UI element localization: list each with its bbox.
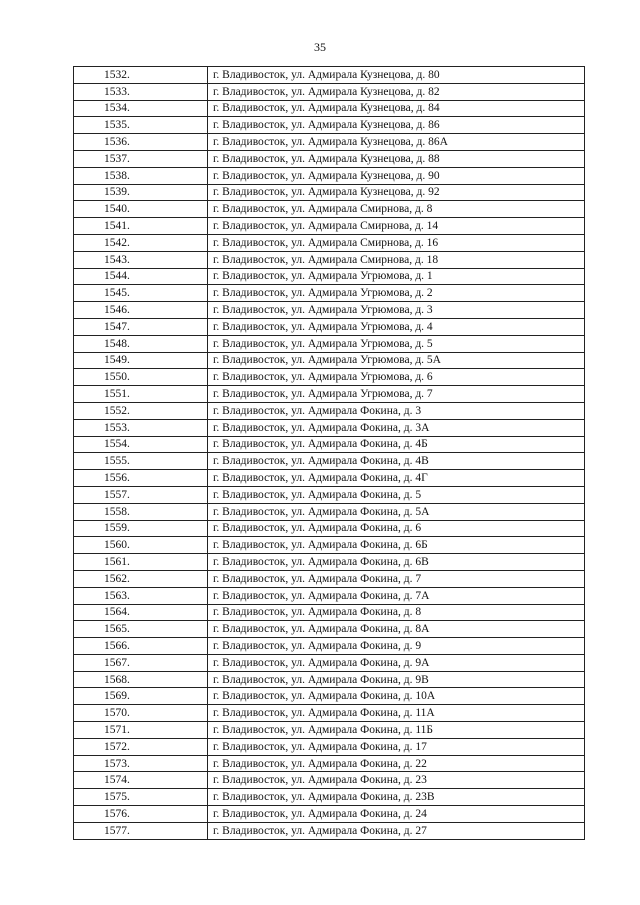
row-address: г. Владивосток, ул. Адмирала Фокина, д. 3 — [208, 402, 585, 419]
table-row — [74, 436, 585, 453]
table-row — [74, 621, 585, 638]
table-row — [74, 100, 585, 117]
row-address: г. Владивосток, ул. Адмирала Фокина, д. 17 — [208, 738, 585, 755]
row-number: 1565. — [74, 621, 208, 638]
table-row — [74, 167, 585, 184]
row-number: 1553. — [74, 419, 208, 436]
address-table-body — [74, 67, 585, 840]
row-address: г. Владивосток, ул. Адмирала Фокина, д. 8А — [208, 621, 585, 638]
row-address: г. Владивосток, ул. Адмирала Фокина, д. 9А — [208, 654, 585, 671]
row-address: г. Владивосток, ул. Адмирала Фокина, д. 27 — [208, 822, 585, 839]
table-row — [74, 705, 585, 722]
row-address: г. Владивосток, ул. Адмирала Кузнецова, д. 86А — [208, 134, 585, 151]
row-address: г. Владивосток, ул. Адмирала Фокина, д. 4В — [208, 453, 585, 470]
row-number: 1550. — [74, 369, 208, 386]
table-row — [74, 285, 585, 302]
table-row — [74, 486, 585, 503]
row-number: 1554. — [74, 436, 208, 453]
row-address: г. Владивосток, ул. Адмирала Фокина, д. 6В — [208, 554, 585, 571]
row-number: 1564. — [74, 604, 208, 621]
table-row — [74, 134, 585, 151]
table-row — [74, 537, 585, 554]
row-number: 1544. — [74, 268, 208, 285]
row-number: 1537. — [74, 150, 208, 167]
row-address: г. Владивосток, ул. Адмирала Фокина, д. 8 — [208, 604, 585, 621]
row-number: 1568. — [74, 671, 208, 688]
row-number: 1573. — [74, 755, 208, 772]
row-address: г. Владивосток, ул. Адмирала Угрюмова, д. 5А — [208, 352, 585, 369]
row-number: 1577. — [74, 822, 208, 839]
row-number: 1533. — [74, 83, 208, 100]
table-row — [74, 352, 585, 369]
row-number: 1575. — [74, 789, 208, 806]
table-row — [74, 369, 585, 386]
table-row — [74, 318, 585, 335]
row-number: 1543. — [74, 251, 208, 268]
row-number: 1571. — [74, 722, 208, 739]
row-address: г. Владивосток, ул. Адмирала Кузнецова, д. 90 — [208, 167, 585, 184]
table-row — [74, 638, 585, 655]
table-row — [74, 302, 585, 319]
table-row — [74, 587, 585, 604]
row-number: 1555. — [74, 453, 208, 470]
row-number: 1549. — [74, 352, 208, 369]
row-number: 1560. — [74, 537, 208, 554]
row-address: г. Владивосток, ул. Адмирала Фокина, д. 10А — [208, 688, 585, 705]
table-row — [74, 554, 585, 571]
row-address: г. Владивосток, ул. Адмирала Кузнецова, д. 80 — [208, 67, 585, 84]
row-address: г. Владивосток, ул. Адмирала Фокина, д. 23 — [208, 772, 585, 789]
row-address: г. Владивосток, ул. Адмирала Фокина, д. 22 — [208, 755, 585, 772]
row-number: 1551. — [74, 386, 208, 403]
table-row — [74, 772, 585, 789]
table-row — [74, 268, 585, 285]
row-number: 1566. — [74, 638, 208, 655]
row-number: 1563. — [74, 587, 208, 604]
table-row — [74, 453, 585, 470]
row-address: г. Владивосток, ул. Адмирала Угрюмова, д. 5 — [208, 335, 585, 352]
row-address: г. Владивосток, ул. Адмирала Кузнецова, д. 86 — [208, 117, 585, 134]
row-number: 1532. — [74, 67, 208, 84]
row-number: 1567. — [74, 654, 208, 671]
row-number: 1534. — [74, 100, 208, 117]
table-row — [74, 184, 585, 201]
row-address: г. Владивосток, ул. Адмирала Фокина, д. 24 — [208, 806, 585, 823]
row-number: 1542. — [74, 234, 208, 251]
table-row — [74, 335, 585, 352]
table-row — [74, 251, 585, 268]
row-address: г. Владивосток, ул. Адмирала Фокина, д. 4Б — [208, 436, 585, 453]
table-row — [74, 654, 585, 671]
row-address: г. Владивосток, ул. Адмирала Смирнова, д. 16 — [208, 234, 585, 251]
row-address: г. Владивосток, ул. Адмирала Фокина, д. 7 — [208, 570, 585, 587]
address-table — [73, 66, 585, 840]
row-address: г. Владивосток, ул. Адмирала Кузнецова, д. 88 — [208, 150, 585, 167]
table-row — [74, 150, 585, 167]
row-address: г. Владивосток, ул. Адмирала Фокина, д. 5А — [208, 503, 585, 520]
row-address: г. Владивосток, ул. Адмирала Кузнецова, д. 84 — [208, 100, 585, 117]
row-number: 1562. — [74, 570, 208, 587]
table-row — [74, 755, 585, 772]
row-address: г. Владивосток, ул. Адмирала Кузнецова, д. 82 — [208, 83, 585, 100]
table-row — [74, 671, 585, 688]
table-row — [74, 806, 585, 823]
row-number: 1557. — [74, 486, 208, 503]
row-number: 1570. — [74, 705, 208, 722]
row-number: 1540. — [74, 201, 208, 218]
row-address: г. Владивосток, ул. Адмирала Фокина, д. 11Б — [208, 722, 585, 739]
row-address: г. Владивосток, ул. Адмирала Фокина, д. 9 — [208, 638, 585, 655]
page-number: 35 — [314, 40, 326, 54]
table-row — [74, 570, 585, 587]
row-number: 1538. — [74, 167, 208, 184]
row-address: г. Владивосток, ул. Адмирала Фокина, д. 4Г — [208, 470, 585, 487]
table-row — [74, 738, 585, 755]
table-row — [74, 402, 585, 419]
row-address: г. Владивосток, ул. Адмирала Фокина, д. 6Б — [208, 537, 585, 554]
table-row — [74, 117, 585, 134]
table-row — [74, 503, 585, 520]
table-row — [74, 234, 585, 251]
row-address: г. Владивосток, ул. Адмирала Угрюмова, д. 4 — [208, 318, 585, 335]
row-number: 1547. — [74, 318, 208, 335]
row-number: 1539. — [74, 184, 208, 201]
table-row — [74, 520, 585, 537]
row-number: 1552. — [74, 402, 208, 419]
row-number: 1569. — [74, 688, 208, 705]
table-row — [74, 822, 585, 839]
row-number: 1572. — [74, 738, 208, 755]
row-number: 1541. — [74, 218, 208, 235]
row-number: 1576. — [74, 806, 208, 823]
table-row — [74, 386, 585, 403]
row-address: г. Владивосток, ул. Адмирала Угрюмова, д. 1 — [208, 268, 585, 285]
row-number: 1561. — [74, 554, 208, 571]
row-number: 1559. — [74, 520, 208, 537]
row-address: г. Владивосток, ул. Адмирала Угрюмова, д. 3 — [208, 302, 585, 319]
row-address: г. Владивосток, ул. Адмирала Угрюмова, д. 6 — [208, 369, 585, 386]
row-address: г. Владивосток, ул. Адмирала Фокина, д. 7А — [208, 587, 585, 604]
row-number: 1558. — [74, 503, 208, 520]
table-row — [74, 722, 585, 739]
table-row — [74, 419, 585, 436]
row-address: г. Владивосток, ул. Адмирала Угрюмова, д. 7 — [208, 386, 585, 403]
row-address: г. Владивосток, ул. Адмирала Угрюмова, д. 2 — [208, 285, 585, 302]
table-row — [74, 604, 585, 621]
row-address: г. Владивосток, ул. Адмирала Фокина, д. 6 — [208, 520, 585, 537]
row-number: 1556. — [74, 470, 208, 487]
table-row — [74, 470, 585, 487]
table-row — [74, 789, 585, 806]
row-number: 1536. — [74, 134, 208, 151]
row-address: г. Владивосток, ул. Адмирала Фокина, д. 3А — [208, 419, 585, 436]
row-address: г. Владивосток, ул. Адмирала Фокина, д. 9В — [208, 671, 585, 688]
table-row — [74, 83, 585, 100]
row-address: г. Владивосток, ул. Адмирала Смирнова, д. 14 — [208, 218, 585, 235]
table-row — [74, 201, 585, 218]
row-address: г. Владивосток, ул. Адмирала Смирнова, д. 8 — [208, 201, 585, 218]
row-address: г. Владивосток, ул. Адмирала Смирнова, д. 18 — [208, 251, 585, 268]
row-address: г. Владивосток, ул. Адмирала Фокина, д. 11А — [208, 705, 585, 722]
row-address: г. Владивосток, ул. Адмирала Фокина, д. 23В — [208, 789, 585, 806]
row-address: г. Владивосток, ул. Адмирала Кузнецова, д. 92 — [208, 184, 585, 201]
row-number: 1546. — [74, 302, 208, 319]
row-number: 1574. — [74, 772, 208, 789]
table-row — [74, 67, 585, 84]
row-number: 1545. — [74, 285, 208, 302]
row-number: 1548. — [74, 335, 208, 352]
row-address: г. Владивосток, ул. Адмирала Фокина, д. 5 — [208, 486, 585, 503]
row-number: 1535. — [74, 117, 208, 134]
table-row — [74, 688, 585, 705]
table-row — [74, 218, 585, 235]
